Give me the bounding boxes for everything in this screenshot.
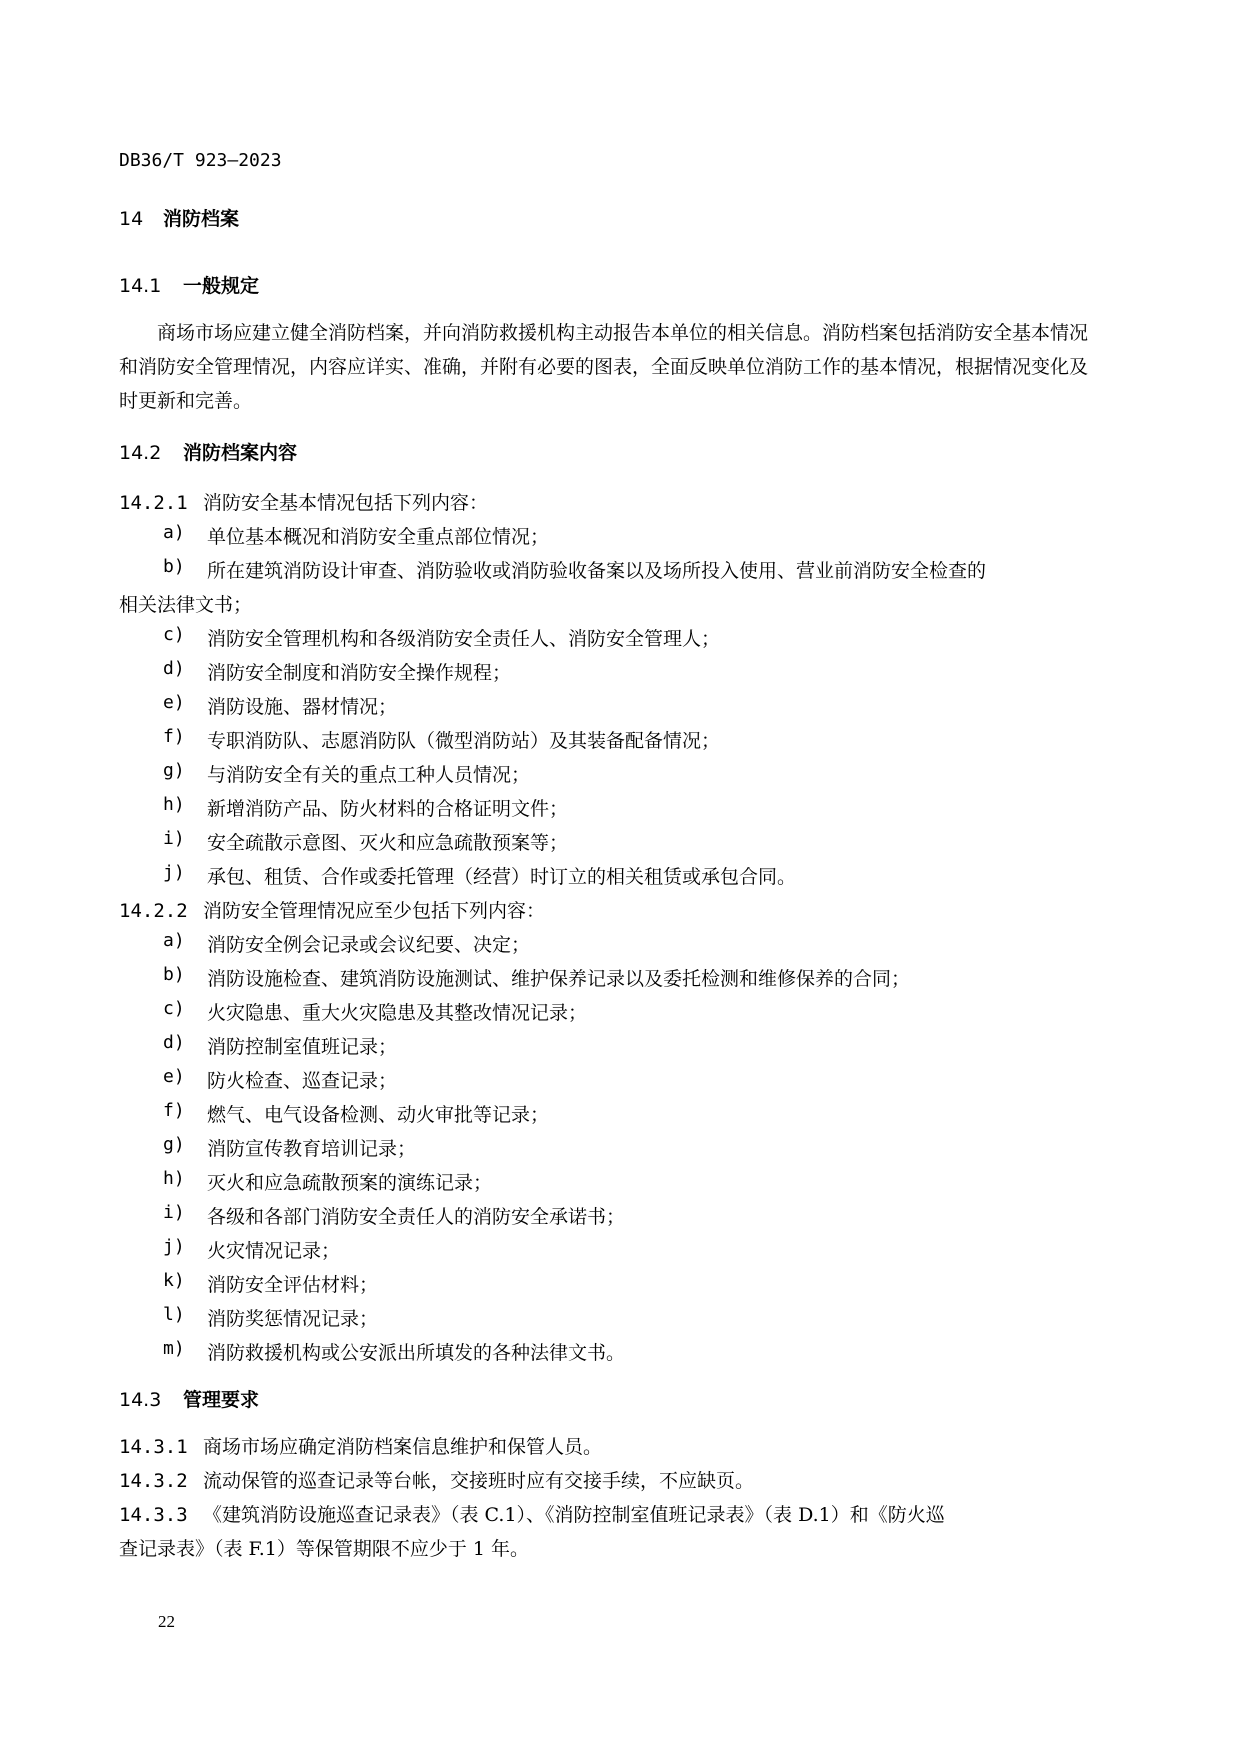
list-item-continuation: 相关法律文书； [119,594,253,616]
list-item-letter: i) [163,828,185,849]
list-item-letter: j) [163,1236,185,1257]
list-item: 消防安全例会记录或会议纪要、决定； [207,934,531,956]
clause-14-2-1 [119,488,488,515]
section-number: 14.2 [119,442,162,464]
section-heading-14-3 [119,1385,259,1412]
list-item-letter: d) [163,1032,185,1053]
list-item-letter: c) [163,998,185,1019]
section-heading-14-1 [119,271,259,298]
list-item-letter: b) [163,556,185,577]
clause-14-3-3 [119,1500,945,1527]
list-item: 火灾隐患、重大火灾隐患及其整改情况记录； [207,1002,588,1024]
list-item-letter: a) [163,522,185,543]
list-item-letter: c) [163,624,185,645]
clause-text: 消防安全基本情况包括下列内容： [203,492,489,514]
list-item: 消防设施、器材情况； [207,696,398,718]
list-item-letter: h) [163,1168,185,1189]
list-item: 单位基本概况和消防安全重点部位情况； [207,526,550,548]
clause-number: 14.2.2 [119,900,188,922]
list-item: 燃气、电气设备检测、动火审批等记录； [207,1104,550,1126]
section-number: 14.1 [119,275,162,297]
clause-number: 14.3.3 [119,1504,188,1526]
list-item: 所在建筑消防设计审查、消防验收或消防验收备案以及场所投入使用、营业前消防安全检查的 [207,560,987,582]
list-item: 专职消防队、志愿消防队（微型消防站）及其装备配备情况； [207,730,721,752]
clause-number: 14.3.2 [119,1470,188,1492]
list-item: 消防救援机构或公安派出所填发的各种法律文书。 [207,1342,626,1364]
list-item: 消防安全评估材料； [207,1274,379,1296]
clause-14-2-2 [119,896,545,923]
list-item: 消防奖惩情况记录； [207,1308,379,1330]
list-item-letter: g) [163,760,185,781]
clause-text: 《建筑消防设施巡查记录表》（表 C.1）、《消防控制室值班记录表》（表 D.1）和《防火巡 [203,1504,945,1526]
list-item: 火灾情况记录； [207,1240,341,1262]
clause-number: 14.2.1 [119,492,188,514]
page-number: 22 [158,1612,175,1631]
clause-text: 商场市场应确定消防档案信息维护和保管人员。 [203,1436,603,1458]
list-item: 各级和各部门消防安全责任人的消防安全承诺书； [207,1206,626,1228]
list-item: 承包、租赁、合作或委托管理（经营）时订立的相关租赁或承包合同。 [207,866,797,888]
list-item-letter: e) [163,1066,185,1087]
list-item-letter: e) [163,692,185,713]
section-heading-14-2 [119,438,297,465]
list-item: 安全疏散示意图、灭火和应急疏散预案等； [207,832,569,854]
list-item: 消防安全制度和消防安全操作规程； [207,662,512,684]
section-number: 14.3 [119,1389,162,1411]
list-item-letter: m) [163,1338,185,1359]
clause-text: 消防安全管理情况应至少包括下列内容： [203,900,546,922]
clause-text: 流动保管的巡查记录等台帐，交接班时应有交接手续，不应缺页。 [203,1470,755,1492]
list-item: 防火检查、巡查记录； [207,1070,398,1092]
chapter-number: 14 [119,208,144,230]
list-item: 与消防安全有关的重点工种人员情况； [207,764,531,786]
list-item-letter: l) [163,1304,185,1325]
section-title: 消防档案内容 [183,442,298,464]
clause-14-3-3-continuation: 查记录表》（表 F.1）等保管期限不应少于 1 年。 [119,1538,530,1560]
list-item-letter: d) [163,658,185,679]
list-item-letter: j) [163,862,185,883]
list-item: 消防设施检查、建筑消防设施测试、维护保养记录以及委托检测和维修保养的合同； [207,968,911,990]
clause-number: 14.3.1 [119,1436,188,1458]
list-item-letter: f) [163,726,185,747]
standard-number: DB36/T 923—2023 [119,150,282,171]
clause-14-3-1 [119,1432,602,1459]
chapter-title: 消防档案 [163,208,240,230]
section-14-1-paragraph: 商场市场应建立健全消防档案，并向消防救援机构主动报告本单位的相关信息。消防档案包括消防安全基本情况和消防安全管理情况，内容应详实、准确，并附有必要的图表，全面反映单位消防工作的基本情况，根据情况变化及时更新和完善。 [119,322,1089,412]
list-item-letter: b) [163,964,185,985]
clause-14-3-2 [119,1466,754,1493]
list-item-letter: g) [163,1134,185,1155]
list-item: 消防宣传教育培训记录； [207,1138,417,1160]
list-item: 新增消防产品、防火材料的合格证明文件； [207,798,569,820]
list-item-letter: h) [163,794,185,815]
list-item-letter: f) [163,1100,185,1121]
chapter-heading [119,204,239,231]
section-title: 一般规定 [183,275,260,297]
list-item-letter: k) [163,1270,185,1291]
list-item: 消防控制室值班记录； [207,1036,398,1058]
section-title: 管理要求 [183,1389,260,1411]
list-item-letter: a) [163,930,185,951]
list-item: 消防安全管理机构和各级消防安全责任人、消防安全管理人； [207,628,721,650]
list-item: 灭火和应急疏散预案的演练记录； [207,1172,493,1194]
list-item-letter: i) [163,1202,185,1223]
